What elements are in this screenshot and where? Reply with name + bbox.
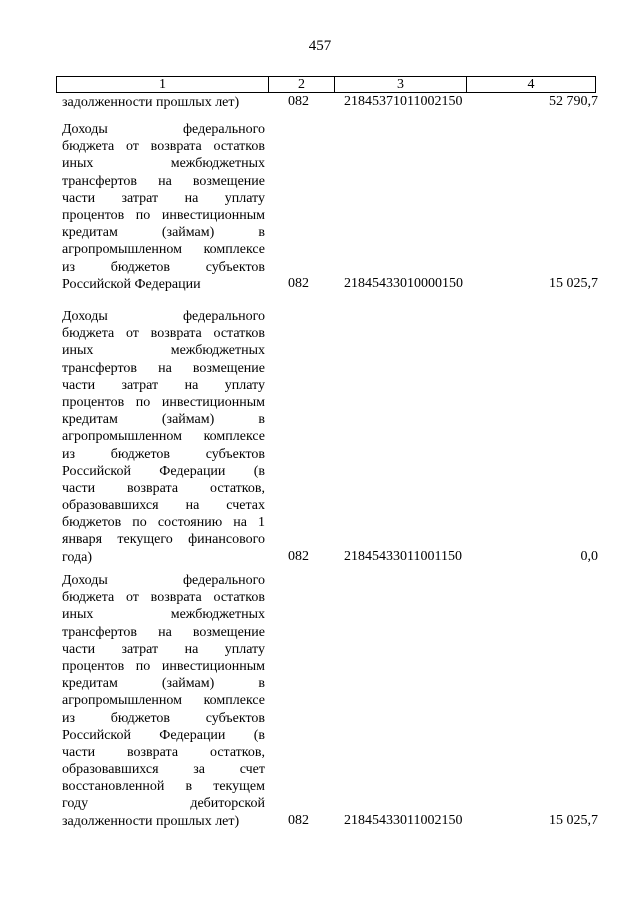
description-line: задолженности прошлых лет) <box>62 813 240 829</box>
budget-classification-code: 21845433011002150 <box>344 812 463 828</box>
admin-code: 082 <box>288 548 309 564</box>
header-col-4: 4 <box>527 77 535 92</box>
header-col-1: 1 <box>57 77 269 92</box>
description-line: иных межбюджетных <box>62 607 265 623</box>
budget-classification-code: 21845433010000150 <box>344 275 463 291</box>
description-line: Доходы федерального <box>62 573 265 588</box>
row-description <box>62 121 265 293</box>
description-line: трансфертов на возмещение <box>62 624 265 640</box>
description-line: Доходы федерального <box>62 309 265 324</box>
header-col-3: 3 <box>335 77 467 92</box>
page-number: 457 <box>308 38 332 54</box>
description-line: Доходы федерального <box>62 122 265 137</box>
description-line: бюджета от возврата остатков <box>62 590 265 606</box>
table-header <box>56 76 596 93</box>
row-description <box>62 572 265 830</box>
description-line: части затрат на уплату <box>62 377 265 393</box>
amount-value: 0,0 <box>580 548 598 564</box>
description-line: бюджетов по состоянию на 1 <box>62 515 265 531</box>
description-line: из бюджетов субъектов <box>62 446 265 462</box>
description-line: агропромышленном комплексе <box>62 693 265 709</box>
description-line: иных межбюджетных <box>62 156 265 172</box>
description-line: Российской Федерации (в <box>62 727 265 743</box>
table-row <box>62 572 598 830</box>
table-row <box>62 94 598 111</box>
description-line: части возврата остатков, <box>62 480 265 496</box>
description-line: кредитам (займам) в <box>62 225 265 241</box>
description-line: января текущего финансового <box>62 532 265 548</box>
description-line: задолженности прошлых лет) <box>62 95 240 110</box>
description-line: кредитам (займам) в <box>62 412 265 428</box>
description-line: части затрат на уплату <box>62 641 265 657</box>
description-line: году дебиторской <box>62 796 265 812</box>
amount-value: 52 790,7 <box>549 94 598 109</box>
budget-classification-code: 21845433011001150 <box>344 548 462 564</box>
budget-classification-code: 21845371011002150 <box>344 94 463 109</box>
row-description <box>62 308 265 566</box>
admin-code: 082 <box>288 812 309 828</box>
description-line: агропромышленном комплексе <box>62 429 265 445</box>
amount-value: 15 025,7 <box>549 812 598 828</box>
description-line: процентов по инвестиционным <box>62 658 265 674</box>
description-line: процентов по инвестиционным <box>62 207 265 223</box>
description-line: процентов по инвестиционным <box>62 394 265 410</box>
description-line: из бюджетов субъектов <box>62 259 265 275</box>
description-line: части затрат на уплату <box>62 190 265 206</box>
description-line: трансфертов на возмещение <box>62 173 265 189</box>
table-row <box>62 121 598 293</box>
description-line: бюджета от возврата остатков <box>62 139 265 155</box>
description-line: иных межбюджетных <box>62 343 265 359</box>
description-line: из бюджетов субъектов <box>62 710 265 726</box>
description-line: кредитам (займам) в <box>62 676 265 692</box>
description-line: бюджета от возврата остатков <box>62 326 265 342</box>
description-line: части возврата остатков, <box>62 744 265 760</box>
description-line: Российской Федерации <box>62 276 201 292</box>
description-line: трансфертов на возмещение <box>62 360 265 376</box>
description-line: восстановленной в текущем <box>62 779 265 795</box>
description-line: агропромышленном комплексе <box>62 242 265 258</box>
table-row <box>62 308 598 566</box>
description-line: года) <box>62 549 92 565</box>
description-line: образовавшихся за счет <box>62 762 265 778</box>
header-col-2: 2 <box>269 77 335 92</box>
description-line: Российской Федерации (в <box>62 463 265 479</box>
amount-value: 15 025,7 <box>549 275 598 291</box>
admin-code: 082 <box>288 275 309 291</box>
row-description <box>62 94 265 111</box>
description-line: образовавшихся на счетах <box>62 498 265 514</box>
admin-code: 082 <box>288 94 309 109</box>
